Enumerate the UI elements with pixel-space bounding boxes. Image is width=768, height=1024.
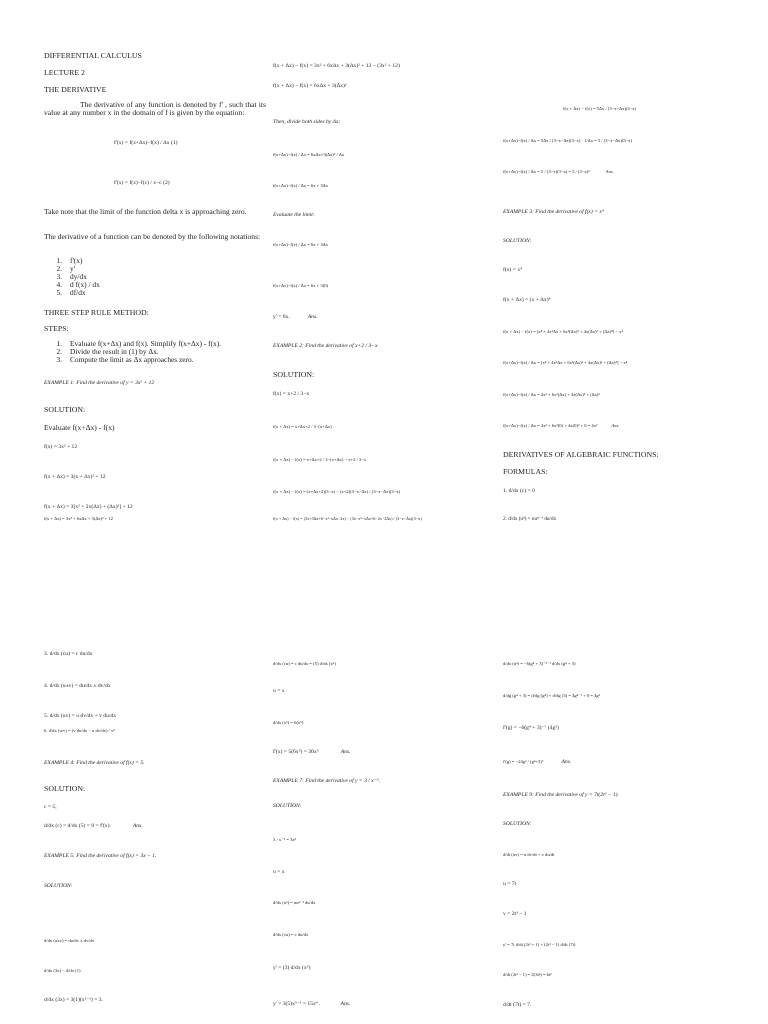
solution-label: SOLUTION: [44, 883, 73, 889]
section-heading: DERIVATIVES OF ALGEBRAIC FUNCTIONS: [503, 450, 659, 459]
math-line: d/dx (x⁶) = 6(x⁵) [273, 720, 304, 725]
formula-5: 5. d/dx (uv) = u dv/dx + v du/dx [44, 713, 117, 719]
page-2 [0, 512, 768, 1024]
formula-3: 3. d/dx (cu) = c du/dx [44, 651, 93, 657]
math-line: d/dx (c) = d/dx (5) = 0 = f'(x). Ans. [44, 823, 143, 829]
evaluate-line: Evaluate f(x+Δx) - f(x) [44, 423, 115, 432]
math-line: f(x + Δx) − f(x) = 3x² + 6xΔx + 3(Δx)² + 12 − (3x² + 12) [273, 63, 400, 69]
math-line: u = x [273, 869, 285, 875]
math-line: d/dt (uv) = u dv/dt + v du/dt [503, 852, 555, 857]
math-line: f'(g) = −24g³ / (g⁴+3)⁷ Ans. [503, 759, 572, 765]
notation-intro: The derivative of a function can be denoted by the following notations: [44, 232, 261, 241]
math-line: f(x) = 3x² + 12 [44, 444, 78, 450]
formula-4: 4. d/dx (u±v) = du/dx ± dv/dx [44, 683, 111, 689]
math-line: f(x) = x⁴ [503, 267, 523, 273]
solution-label: SOLUTION: [503, 821, 532, 827]
solution-label: SOLUTION: [273, 803, 302, 809]
instruction-text: Then, divide both sides by Δx: [273, 119, 341, 125]
math-line: f(x + Δx) = (x + Δx)⁴ [503, 297, 551, 303]
answer-marker: Ans. [132, 823, 143, 829]
equation-1: f'(x) = f(x+Δx)−f(x) / Δx (1) [114, 140, 178, 146]
math-line: f(x+Δx)−f(x) / Δx = 4x³ + 6x²(Δx) + 4x(Δx)² + (Δx)³ [503, 392, 600, 397]
math-line: f(x+Δx)−f(x) / Δx = 4x³ + 6x²(0) + 4x(0)² + 0 = 4x³ Ans. [503, 423, 620, 428]
math-line: d/dx (3x) = 3(1)(x¹⁻¹) = 3. [44, 997, 103, 1003]
math-line: f(x + Δx) = x+Δx+2 / 3−(x+Δx) [273, 424, 332, 429]
math-line: f'(x) = 5(6x⁵) = 30x⁵ Ans. [273, 749, 351, 755]
math-line: y' = (3) d/dx (x⁵) [273, 965, 311, 971]
math-line: f(x + Δx) = 3x² + 6xΔx + 3(Δx)² + 12 [44, 516, 113, 521]
steps-label: STEPS: [44, 324, 69, 333]
math-line: f(x) = x+2 / 3−x [273, 391, 310, 397]
solution-label: SOLUTION: [503, 238, 532, 244]
math-line: f(x+Δx)−f(x) / Δx = 5 / (3−x)(3−x) = 5 / (3−x)² Ans. [503, 169, 614, 174]
answer-marker: Ans. [611, 423, 620, 428]
answer-marker: Ans. [605, 169, 614, 174]
math-line: f(x + Δx) − f(x) = [x⁴ + 4x³Δx + 6x²(Δx)² + 4x(Δx)³ + (Δx)⁴] − x⁴ [503, 329, 624, 334]
lecture-label: LECTURE 2 [44, 68, 85, 77]
example-9-title: EXAMPLE 9: Find the derivative of y = 7t(2t³ − 1). [503, 792, 619, 798]
math-line: y' = 3(5)x⁵⁻¹ = 15x⁴ . Ans. [273, 1001, 351, 1007]
math-line: 3 / x⁻⁵ = 3x⁵ [273, 837, 297, 842]
step-item: 2. Divide the result in (1) by Δx. [56, 347, 159, 356]
notation-item: 3. dy/dx [56, 272, 87, 281]
equation-2: f'(x) = f(x)−f(c) / x−c (2) [114, 180, 170, 186]
example-4-title: EXAMPLE 4: Find the derivative of f(x) = 5. [44, 760, 145, 766]
math-line: u = 7t [503, 881, 517, 887]
formula-1: 1. d/dx (c) = 0 [503, 488, 535, 494]
math-line: d/dt (7t) = 7. [503, 1002, 532, 1008]
method-heading: THREE STEP RULE METHOD: [44, 308, 149, 317]
math-line: d/dx (cu) = c du/dx [273, 932, 309, 937]
formula-2: 2. d/dx (uⁿ) = nuⁿ⁻¹ du/dx [503, 516, 557, 522]
solution-label: SOLUTION: [44, 405, 86, 414]
notation-item: 4. d f(x) / dx [56, 280, 100, 289]
math-line: f(x+Δx)−f(x) / Δx = 6x + 3(0) [273, 283, 329, 288]
math-line: f(x+Δx)−f(x) / Δx = 6xΔx+3(Δx)² / Δx [273, 152, 345, 157]
math-line: y' = 6x. Ans. [273, 314, 318, 320]
notation-item: 1. f'(x) [56, 256, 83, 265]
math-line: d/dx (uⁿ) = nuⁿ⁻¹ du/dx [273, 900, 316, 905]
math-line: f(x + Δx) − f(x) = 6xΔx + 3(Δx)² [273, 83, 347, 89]
math-line: d/dx (uⁿ) = −6(g⁴ + 3)⁻⁶⁻¹ d/dx (g⁴ + 3) [503, 661, 576, 666]
limit-note: Take note that the limit of the function delta x is approaching zero. [44, 207, 247, 216]
math-line: f(x+Δx)−f(x) / Δx = [x⁴ + 4x³Δx + 6x²(Δx)² + 4x(Δx)³ + (Δx)⁴] − x⁴ [503, 360, 628, 365]
answer-marker: Ans. [561, 759, 572, 765]
math-line: f(x + Δx) − f(x) = x+Δx+2 / 3−(x+Δx) − x+2 / 3−x [273, 457, 367, 462]
math-line: f(x+Δx)−f(x) / Δx = 6x + 3Δx [273, 242, 328, 247]
answer-marker: Ans. [307, 314, 318, 320]
math-line: d/dx (3x) − d/dx (1) [44, 968, 81, 973]
step-item: 3. Compute the limit as Δx approaches zero. [56, 355, 194, 364]
answer-marker: Ans. [340, 1001, 351, 1007]
instruction-text: Evaluate the limit: [273, 212, 315, 218]
math-line: d/dx (u±v) = du/dx ± dv/dx [44, 938, 95, 943]
intro-paragraph: The derivative of any function is denoted by f' , such that its value at any number x in the domain of f is given by the equation: [44, 100, 266, 118]
solution-label: SOLUTION: [44, 784, 86, 793]
math-line: u = x [273, 688, 285, 694]
math-line: d/dg (g⁴ + 3) = d/dg (g⁴) + d/dg (3) = 4g⁴⁻¹ + 0 = 4g³ [503, 693, 601, 698]
section-heading: THE DERIVATIVE [44, 85, 107, 94]
math-line: f(x + Δx) − f(x) = (3x+3Δx+6−x²−xΔx−2x) − (3x−x²−xΔx+6−2x−2Δx) / (3−x−Δx)(3−x) [273, 516, 422, 521]
notation-item: 5. df/dx [56, 288, 86, 297]
example-3-title: EXAMPLE 3: Find the derivative of f(x) = x⁴ [503, 209, 604, 215]
example-1-title: EXAMPLE 1: Find the derivative of y = 3x² + 12 [44, 380, 155, 386]
math-line: f(x + Δx) − f(x) = (x+Δx+2)(3−x) − (x+2)(3−x−Δx) / (3−x−Δx)(3−x) [273, 489, 401, 494]
formulas-label: FORMULAS: [503, 467, 548, 476]
notation-item: 2. y' [56, 264, 76, 273]
math-line: f(x+Δx)−f(x) / Δx = 5Δx / (3−x−Δx)(3−x) · 1/Δx = 5 / (3−x−Δx)(3−x) [503, 138, 633, 143]
math-line: d/dt (2t³ − 1) = 2(3t²) = 6t² [503, 972, 552, 977]
course-title: DIFFERENTIAL CALCULUS [44, 51, 142, 60]
math-line: f(x+Δx)−f(x) / Δx = 6x + 3Δx [273, 183, 328, 188]
solution-label: SOLUTION: [273, 370, 315, 379]
step-item: 1. Evaluate f(x+Δx) and f(x). Simplify f(x+Δx) - f(x). [56, 339, 222, 348]
answer-marker: Ans. [340, 749, 351, 755]
math-line: f(x + Δx) = 3[x² + 2x(Δx) + (Δx)²] + 12 [44, 504, 133, 510]
math-line: c = 5, [44, 804, 57, 810]
math-line: f(x + Δx) = 3(x + Δx)² + 12 [44, 474, 106, 480]
math-line: f(x + Δx) − f(x) = 5Δx / (3−x−Δx)(3−x) [563, 106, 637, 111]
example-2-title: EXAMPLE 2: Find the derivative of x+2 / 3−x [273, 343, 378, 349]
math-line: v = 2t³ − 1 [503, 911, 527, 917]
math-line: f'(g) = −6(g⁴ + 3)⁻⁷ (4g³) [503, 725, 559, 731]
example-5-title: EXAMPLE 5: Find the derivative of f(x) = 3x − 1. [44, 853, 157, 859]
formula-6: 6. d/dx (u/v) = (v du/dx − u dv/dx) / v² [44, 728, 115, 733]
math-line: d/dx (cu) = c du/dx = (5) d/dx (x⁶) [273, 661, 336, 666]
example-7-title: EXAMPLE 7: Find the derivative of y = 3 / x⁻⁵. [273, 778, 380, 784]
math-line: y' = 7t d/dt (2t³ + 1) + (2t³ − 1) d/dt (7t) [503, 942, 576, 947]
